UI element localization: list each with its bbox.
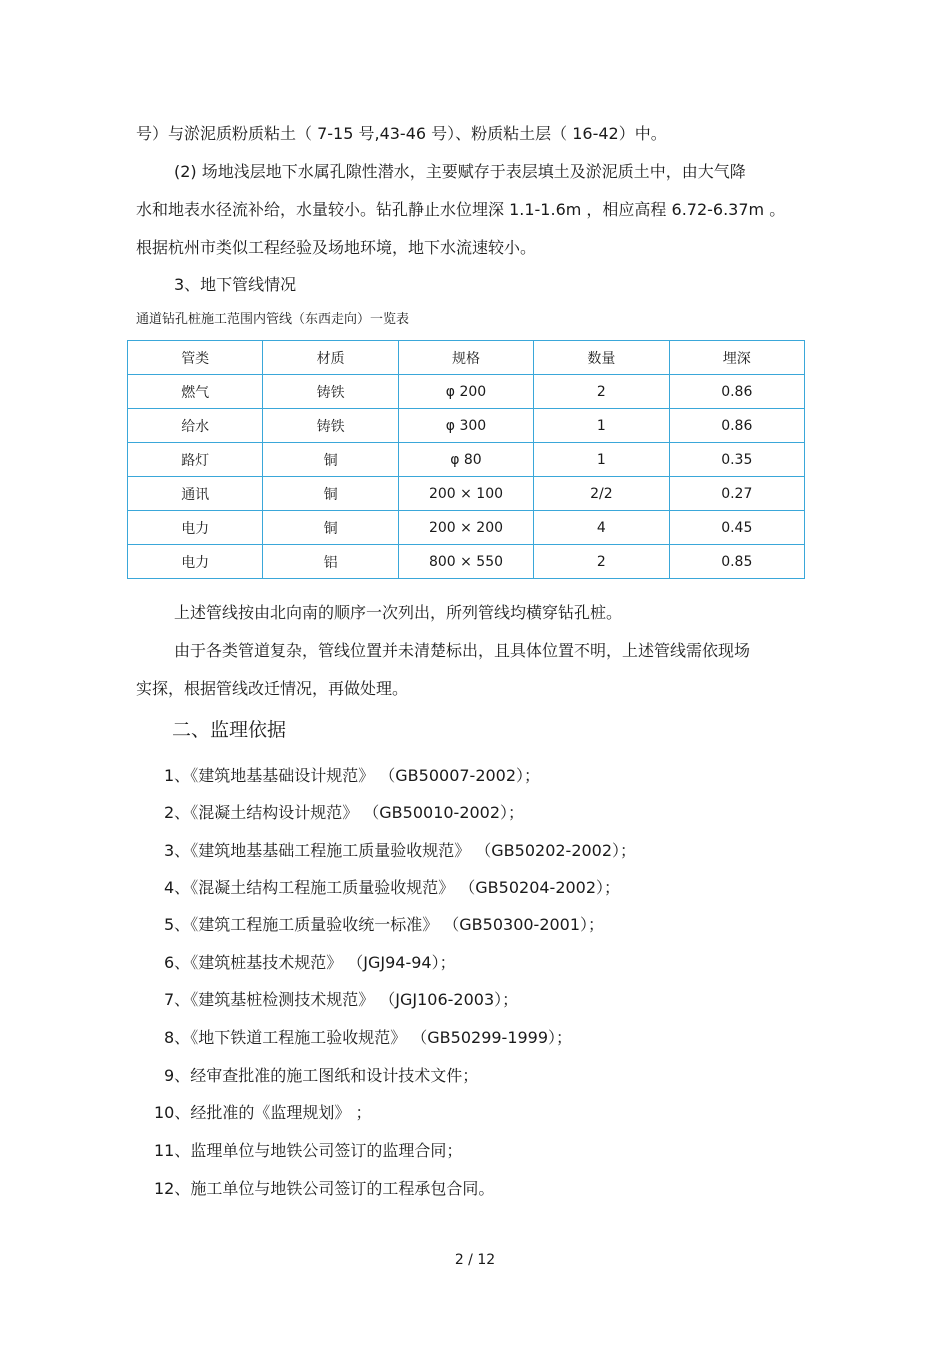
reference-item bbox=[154, 1102, 371, 1124]
table-row bbox=[128, 511, 805, 545]
paragraph-pipeline-order: 上述管线按由北向南的顺序一次列出，所列管线均横穿钻孔桩。 bbox=[174, 603, 623, 622]
table-cell: 铜 bbox=[263, 443, 398, 477]
reference-item bbox=[164, 765, 540, 787]
table-cell: 2 bbox=[534, 545, 669, 579]
column-header: 埋深 bbox=[669, 341, 804, 375]
section-heading-supervision-basis: 二、监理依据 bbox=[172, 719, 287, 741]
table-cell: 800 × 550 bbox=[398, 545, 533, 579]
table-row bbox=[128, 477, 805, 511]
reference-number: 3、 bbox=[164, 841, 191, 860]
reference-number: 5、 bbox=[164, 915, 191, 934]
table-cell: 1 bbox=[534, 409, 669, 443]
table-cell: φ 200 bbox=[398, 375, 533, 409]
table-header-row bbox=[128, 341, 805, 375]
table-cell: 0.86 bbox=[669, 375, 804, 409]
reference-number: 12、 bbox=[154, 1179, 191, 1198]
table-cell: 200 × 100 bbox=[398, 477, 533, 511]
table-cell: 0.35 bbox=[669, 443, 804, 477]
reference-item bbox=[164, 1027, 572, 1049]
reference-number: 11、 bbox=[154, 1141, 191, 1160]
reference-item bbox=[164, 802, 524, 824]
reference-item bbox=[164, 840, 636, 862]
column-header: 管类 bbox=[128, 341, 263, 375]
paragraph-groundwater-line3: 根据杭州市类似工程经验及场地环境，地下水流速较小。 bbox=[136, 238, 537, 257]
reference-item bbox=[164, 952, 456, 974]
reference-text: 《建筑地基基础设计规范》 （GB50007-2002）； bbox=[190, 766, 541, 785]
reference-number: 6、 bbox=[164, 953, 191, 972]
reference-item bbox=[164, 989, 518, 1011]
reference-item bbox=[154, 1178, 494, 1200]
reference-number: 1、 bbox=[164, 766, 191, 785]
reference-number: 8、 bbox=[164, 1028, 191, 1047]
reference-text: 《地下铁道工程施工验收规范》 （GB50299-1999）； bbox=[190, 1028, 573, 1047]
column-header: 数量 bbox=[534, 341, 669, 375]
table-cell: 200 × 200 bbox=[398, 511, 533, 545]
reference-text: 监理单位与地铁公司签订的监理合同； bbox=[190, 1141, 463, 1160]
reference-item bbox=[164, 1065, 478, 1087]
table-row bbox=[128, 409, 805, 443]
table-cell: 0.27 bbox=[669, 477, 804, 511]
table-cell: 4 bbox=[534, 511, 669, 545]
table-cell: 0.85 bbox=[669, 545, 804, 579]
reference-text: 《建筑地基基础工程施工质量验收规范》 （GB50202-2002）； bbox=[190, 841, 637, 860]
reference-text: 《混凝土结构设计规范》 （GB50010-2002）； bbox=[190, 803, 525, 822]
reference-number: 2、 bbox=[164, 803, 191, 822]
table-cell: 燃气 bbox=[128, 375, 263, 409]
section-heading-pipelines: 3、地下管线情况 bbox=[174, 275, 297, 294]
page-number: 2 / 12 bbox=[454, 1252, 496, 1268]
table-cell: 1 bbox=[534, 443, 669, 477]
reference-number: 7、 bbox=[164, 990, 191, 1009]
reference-text: 经批准的《监理规划》 ； bbox=[190, 1103, 372, 1122]
table-cell: 铜 bbox=[263, 477, 398, 511]
paragraph-groundwater-line1: (2) 场地浅层地下水属孔隙性潜水，主要赋存于表层填土及淤泥质土中，由大气降 bbox=[174, 162, 746, 181]
reference-text: 《建筑基桩检测技术规范》 （JGJ106-2003）； bbox=[190, 990, 519, 1009]
reference-number: 4、 bbox=[164, 878, 191, 897]
reference-item bbox=[164, 877, 620, 899]
reference-text: 《建筑工程施工质量验收统一标准》 （GB50300-2001）； bbox=[190, 915, 605, 934]
table-cell: 路灯 bbox=[128, 443, 263, 477]
table-cell: 铸铁 bbox=[263, 409, 398, 443]
column-header: 规格 bbox=[398, 341, 533, 375]
table-cell: 给水 bbox=[128, 409, 263, 443]
pipeline-table bbox=[127, 340, 805, 579]
reference-number: 10、 bbox=[154, 1103, 191, 1122]
table-cell: 2 bbox=[534, 375, 669, 409]
table-cell: 铝 bbox=[263, 545, 398, 579]
table-cell: φ 80 bbox=[398, 443, 533, 477]
reference-text: 《混凝土结构工程施工质量验收规范》 （GB50204-2002）； bbox=[190, 878, 621, 897]
reference-number: 9、 bbox=[164, 1066, 191, 1085]
table-cell: 0.86 bbox=[669, 409, 804, 443]
table-row bbox=[128, 375, 805, 409]
table-cell: 铜 bbox=[263, 511, 398, 545]
table-caption: 通道钻孔桩施工范围内管线（东西走向）一览表 bbox=[136, 312, 410, 327]
reference-text: 施工单位与地铁公司签订的工程承包合同。 bbox=[190, 1179, 495, 1198]
table-cell: 铸铁 bbox=[263, 375, 398, 409]
column-header: 材质 bbox=[263, 341, 398, 375]
paragraph-groundwater-strata: 号）与淤泥质粉质粘土（ 7-15 号,43-46 号）、粉质粘土层（ 16-42）中。 bbox=[136, 124, 667, 143]
table-cell: 电力 bbox=[128, 511, 263, 545]
paragraph-pipeline-note-line1: 由于各类管道复杂，管线位置并未清楚标出，且具体位置不明，上述管线需依现场 bbox=[174, 641, 751, 660]
reference-text: 经审查批准的施工图纸和设计技术文件； bbox=[190, 1066, 479, 1085]
table-cell: 通讯 bbox=[128, 477, 263, 511]
reference-text: 《建筑桩基技术规范》 （JGJ94-94）； bbox=[190, 953, 456, 972]
table-cell: 0.45 bbox=[669, 511, 804, 545]
table-cell: 2/2 bbox=[534, 477, 669, 511]
reference-item bbox=[164, 914, 604, 936]
paragraph-pipeline-note-line2: 实探，根据管线改迁情况，再做处理。 bbox=[136, 679, 409, 698]
table-row bbox=[128, 443, 805, 477]
paragraph-groundwater-line2: 水和地表水径流补给，水量较小。钻孔静止水位埋深 1.1-1.6m ，相应高程 6.72-6.37m 。 bbox=[136, 200, 786, 219]
table-row bbox=[128, 545, 805, 579]
reference-item bbox=[154, 1140, 462, 1162]
table-cell: 电力 bbox=[128, 545, 263, 579]
table-cell: φ 300 bbox=[398, 409, 533, 443]
